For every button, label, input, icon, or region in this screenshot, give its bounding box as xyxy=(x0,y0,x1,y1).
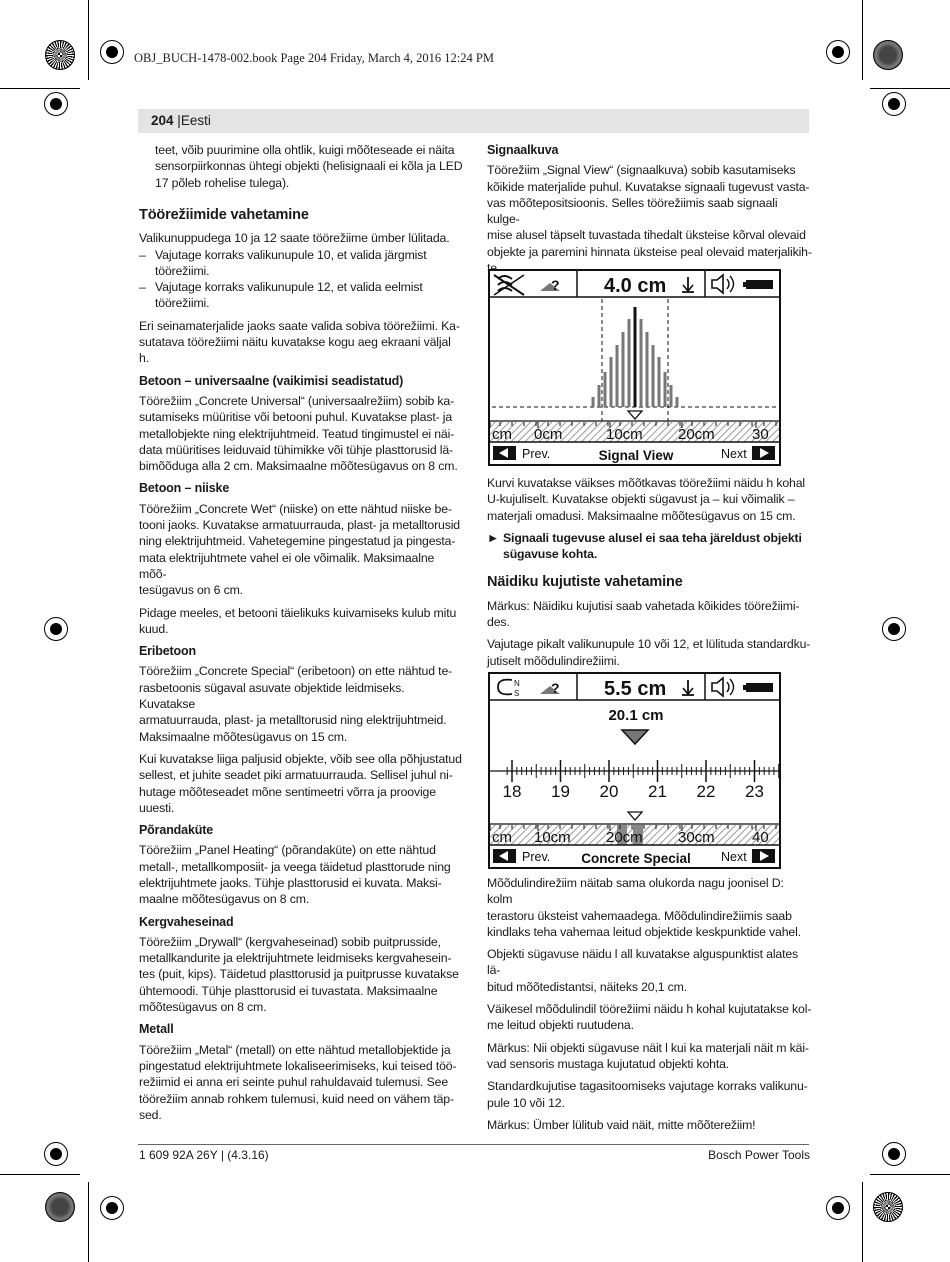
heading-concrete-universal: Betoon – universaalne (vaikimisi seadistatud) xyxy=(139,373,404,388)
paragraph: Töörežiim „Concrete Universal“ (universaalrežiim) sobib ka- sutamiseks müüritise või betooni puhul. Kuvatakse plast- ja metallobjekte ning elektrijuhtmeid. Teatud tingimustel ei näi- data müüritises leiduvaid tühimikke või tühje plasttorusid lä- bimõõduga alla 2 cm. Maksimaalne mõõtesügavus on 8 cm. xyxy=(139,393,458,474)
svg-text:?: ? xyxy=(551,277,560,293)
paragraph: Töörežiim „Panel Heating“ (põrandaküte) on ette nähtud metall-, metallkomposiit- ja veega täidetud plasttorude ning elektrijuhtmete jaoks. Tühje plasttorusid ei kuvata. Maksi- maalne mõõtesügavus on 8 cm. xyxy=(139,843,451,907)
svg-text:N: N xyxy=(514,679,520,688)
scale-label: 0cm xyxy=(534,426,563,443)
signal-bar xyxy=(640,319,643,407)
crop-line xyxy=(88,0,89,80)
next-button xyxy=(752,446,775,460)
registration-mark xyxy=(826,1196,850,1220)
scale-label: 10cm xyxy=(606,426,643,443)
registration-mark xyxy=(100,1196,124,1220)
ruler-labels xyxy=(503,782,764,801)
scale-label: 20cm xyxy=(678,426,715,443)
signal-bar xyxy=(604,372,607,407)
paragraph: Töörežiim „Drywall“ (kergvaheseinad) sobib puitprusside, metallkandurite ja elektrijuhtmete leidmiseks kergvahesein- tes (puit, kips). Täidetud plasttorusid ja puitprusse kuvatakse ühtemoodi. Tühje plasttorusid ei tuvastata. Maksimaalne mõõtesügavus on 8 cm. xyxy=(139,934,459,1015)
depth-readout: 4.0 cm xyxy=(604,275,667,297)
signal-bar xyxy=(610,357,613,407)
paragraph: Pidage meeles, et betooni täielikuks kuivamiseks kulub mitu kuud. xyxy=(139,605,457,636)
page-language: Eesti xyxy=(180,113,211,128)
mode-label: Signal View xyxy=(598,448,674,463)
note-item: ► Signaali tugevuse alusel ei saa teha järeldust objekti sügavuse kohta. xyxy=(487,530,802,562)
ruler-label: 23 xyxy=(745,782,764,801)
paragraph: Märkus: Näidiku kujutisi saab vahetada kõikides töörežiimi- des. xyxy=(487,598,800,630)
crop-line xyxy=(88,1182,89,1262)
signal-bar xyxy=(658,357,661,407)
registration-mark xyxy=(44,617,68,641)
crop-line xyxy=(862,1182,863,1262)
heading-drywall: Kergvaheseinad xyxy=(139,914,234,929)
display-signal-view xyxy=(488,269,781,466)
material-question-icon xyxy=(540,277,560,293)
paragraph: Väikesel mõõdulindil töörežiimi näidu h kohal kujutatakse kol- me leitud objekti ruutudena. xyxy=(487,1002,812,1033)
page-separator: | xyxy=(177,113,181,128)
signal-bars xyxy=(592,307,679,407)
registration-mark xyxy=(100,40,124,64)
mode-label: Concrete Special xyxy=(581,851,691,866)
battery-icon xyxy=(743,280,773,289)
material-question-icon xyxy=(540,680,560,696)
paragraph: Märkus: Nii objekti sügavuse näit l kui ka materjali näit m käi- vad sensoris mustaga kujutatud objekti kohta. xyxy=(487,1040,809,1071)
ruler-label: 22 xyxy=(696,782,716,801)
speaker-icon xyxy=(712,275,734,293)
crop-line xyxy=(862,0,863,80)
signal-bar xyxy=(646,332,649,407)
registration-mark xyxy=(882,617,906,641)
signal-bar xyxy=(616,345,619,407)
signal-bar xyxy=(670,385,673,407)
battery-icon xyxy=(743,683,773,692)
next-label: Next xyxy=(721,447,747,461)
color-target-icon xyxy=(45,40,75,70)
scale-label: 30 xyxy=(752,426,769,443)
concrete-special-mode-icon xyxy=(498,679,520,698)
heading-concrete-wet: Betoon – niiske xyxy=(139,481,230,496)
page-header xyxy=(151,113,211,128)
right-column-bottom xyxy=(487,875,812,1139)
page-number: 204 xyxy=(151,113,174,128)
paragraph: Eri seinamaterjalide jaoks saate valida sobiva töörežiimi. Ka- sutatava töörežiimi näitu kuvatakse kogu aeg ekraani väljal h. xyxy=(139,318,460,366)
paragraph: Valikunuppudega 10 ja 12 saate töörežiime ümber lülitada. xyxy=(139,231,450,246)
distance-readout: 20.1 cm xyxy=(608,707,664,724)
depth-arrow-icon xyxy=(682,680,694,695)
signal-bar xyxy=(592,397,595,407)
paragraph: Töörežiim „Concrete Special“ (eribetoon) on ette nähtud te- rasbetoonis sügaval asuvate objektide leidmiseks. Kuvatakse armatuurrauda, plast- ja metalltorusid ning elektrijuhtmeid. Maksimaalne mõõtesügavus on 15 cm. xyxy=(139,664,453,744)
svg-text:S: S xyxy=(514,689,520,698)
registration-mark xyxy=(882,1142,906,1166)
prev-label: Prev. xyxy=(522,850,551,864)
page-header-band xyxy=(138,109,809,133)
paragraph: Mõõdulindirežiim näitab sama olukorda nagu joonisel D: kolm terastoru üksteist vahemaadega. Mõõdulindirežiimis saab kindlaks teha vahemaa leitud objektide keskpunktide vahel. xyxy=(487,876,801,939)
crossed-material-icon xyxy=(494,275,524,295)
ruler-mode-screen xyxy=(490,674,779,867)
registration-mark xyxy=(44,1142,68,1166)
ruler-label: 21 xyxy=(648,782,667,801)
paragraph: Vajutage pikalt valikunupule 10 või 12, et lülituda standardku- jutiselt mõõdulindirežiimi. xyxy=(487,637,811,668)
display-ruler-mode xyxy=(488,672,781,869)
heading-signal-view: Signaalkuva xyxy=(487,143,559,157)
crop-line xyxy=(0,88,80,89)
heading-concrete-special: Eribetoon xyxy=(139,644,196,659)
signal-bar xyxy=(622,332,625,407)
intro-paragraph: teet, võib puurimine olla ohtlik, kuigi mõõteseade ei näita sensorpiirkonnas ühtegi objekti (helisignaali ei kõla ja LED 17 põleb rohelise tulega). xyxy=(155,143,463,190)
signal-bar xyxy=(598,385,601,407)
paragraph: Töörežiim „Concrete Wet“ (niiske) on ette nähtud niiske be- tooni jaoks. Kuvatakse armatuurrauda, plast- ja metalltorusid ning elektrijuhtmeid. Vahetegemine pingestatud ja pingesta- mata elektrijuhtmete vahel ei ole võimalik. Maksimaalne mõõ- tesügavus on 6 cm. xyxy=(139,501,460,598)
footer-left: 1 609 92A 26Y | (4.3.16) xyxy=(139,1148,269,1162)
heading-display-switch: Näidiku kujutiste vahetamine xyxy=(487,574,683,591)
left-column-main xyxy=(139,199,463,1129)
paragraph: Kui kuvatakse liiga paljusid objekte, võib see olla põhjustatud sellest, et juhite seadet piki armatuurrauda. Sellisel juhul ni- hutage mõõteseadet mõne sentimeetri võrra ja proovige uuesti. xyxy=(139,751,462,815)
paragraph: Töörežiim „Signal View“ (signaalkuva) sobib kasutamiseks kõikide materjalide puhul. Kuvatakse signaali tugevust vasta- vas mõõtepositsioonis. Selles töörežiimis saab signaali kulge- mise alusel täpselt tuvastada tihedalt üksteise kõrval olevaid objekte ja paremini hinnata üksteise peal olevaid materjalikih- xyxy=(487,163,812,259)
heading-metal: Metall xyxy=(139,1022,174,1037)
scale-label: cm xyxy=(492,829,512,846)
signal-bar xyxy=(634,307,637,407)
registration-mark xyxy=(826,40,850,64)
signal-view-screen xyxy=(490,271,779,464)
registration-mark xyxy=(44,92,68,116)
signal-bar xyxy=(664,372,667,407)
next-button xyxy=(752,849,775,863)
svg-text:?: ? xyxy=(551,680,560,696)
scale-label: 30cm xyxy=(678,829,715,846)
scale-label: 20cm xyxy=(606,829,643,846)
paragraph: Standardkujutise tagasitoomiseks vajutage korraks valikunu- pule 10 või 12. xyxy=(487,1079,808,1110)
prev-label: Prev. xyxy=(522,447,551,461)
left-column xyxy=(155,142,463,197)
scale-label: 10cm xyxy=(534,829,571,846)
print-header: OBJ_BUCH-1478-002.book Page 204 Friday, March 4, 2016 12:24 PM xyxy=(134,51,494,65)
prev-button xyxy=(493,849,516,863)
color-target-icon xyxy=(873,1192,903,1222)
heading-mode-switch: Töörežiimide vahetamine xyxy=(139,207,309,223)
right-column-middle xyxy=(487,475,812,675)
scale-label: cm xyxy=(492,426,512,443)
ruler-label: 18 xyxy=(502,782,522,801)
ruler-label: 20 xyxy=(599,782,619,801)
paragraph: Töörežiim „Metal“ (metall) on ette nähtud metallobjektide ja pingestatud elektrijuhtmete lokaliseerimiseks, kui teised töö- režiimid ei anna eri seinte puhul rahuldavaid tulemusi. See töörežiim annab rohkem tulemusi, kuid need on vähem täp- sed. xyxy=(139,1042,457,1122)
speaker-icon xyxy=(712,678,734,696)
color-target-icon xyxy=(45,1192,75,1222)
ruler-label: 19 xyxy=(551,782,570,801)
footer-rule xyxy=(138,1144,809,1145)
color-target-icon xyxy=(873,40,903,70)
list-item: – Vajutage korraks valikunupule 12, et valida eelmist töörežiimi. xyxy=(139,280,423,311)
depth-arrow-icon xyxy=(682,277,694,292)
paragraph: Kurvi kuvatakse väikses mõõtkavas töörežiimi näidu h kohal U-kujuliselt. Kuvatakse objekti sügavust ja – kui võimalik – materjali omadusi. Maksimaalne mõõtesügavus on 15 cm. xyxy=(487,476,806,523)
depth-readout: 5.5 cm xyxy=(604,678,667,700)
prev-button xyxy=(493,446,516,460)
signal-bar xyxy=(628,319,631,407)
signal-bar xyxy=(652,345,655,407)
footer-right: Bosch Power Tools xyxy=(708,1148,810,1162)
paragraph: Märkus: Ümber lülitub vaid näit, mitte mõõterežiim! xyxy=(487,1117,756,1132)
registration-mark xyxy=(882,92,906,116)
scale-label: 40 xyxy=(752,829,769,846)
crop-line xyxy=(870,88,950,89)
signal-bar xyxy=(676,397,679,407)
list-item: – Vajutage korraks valikunupule 10, et valida järgmist töörežiimi. xyxy=(139,247,427,278)
next-label: Next xyxy=(721,850,747,864)
heading-panel-heating: Põrandaküte xyxy=(139,823,214,838)
paragraph: Objekti sügavuse näidu l all kuvatakse alguspunktist alates lä- bitud mõõtedistantsi, näiteks 20,1 cm. xyxy=(487,947,799,994)
right-column-top xyxy=(487,142,812,282)
crop-line xyxy=(0,1174,80,1175)
crop-line xyxy=(870,1174,950,1175)
